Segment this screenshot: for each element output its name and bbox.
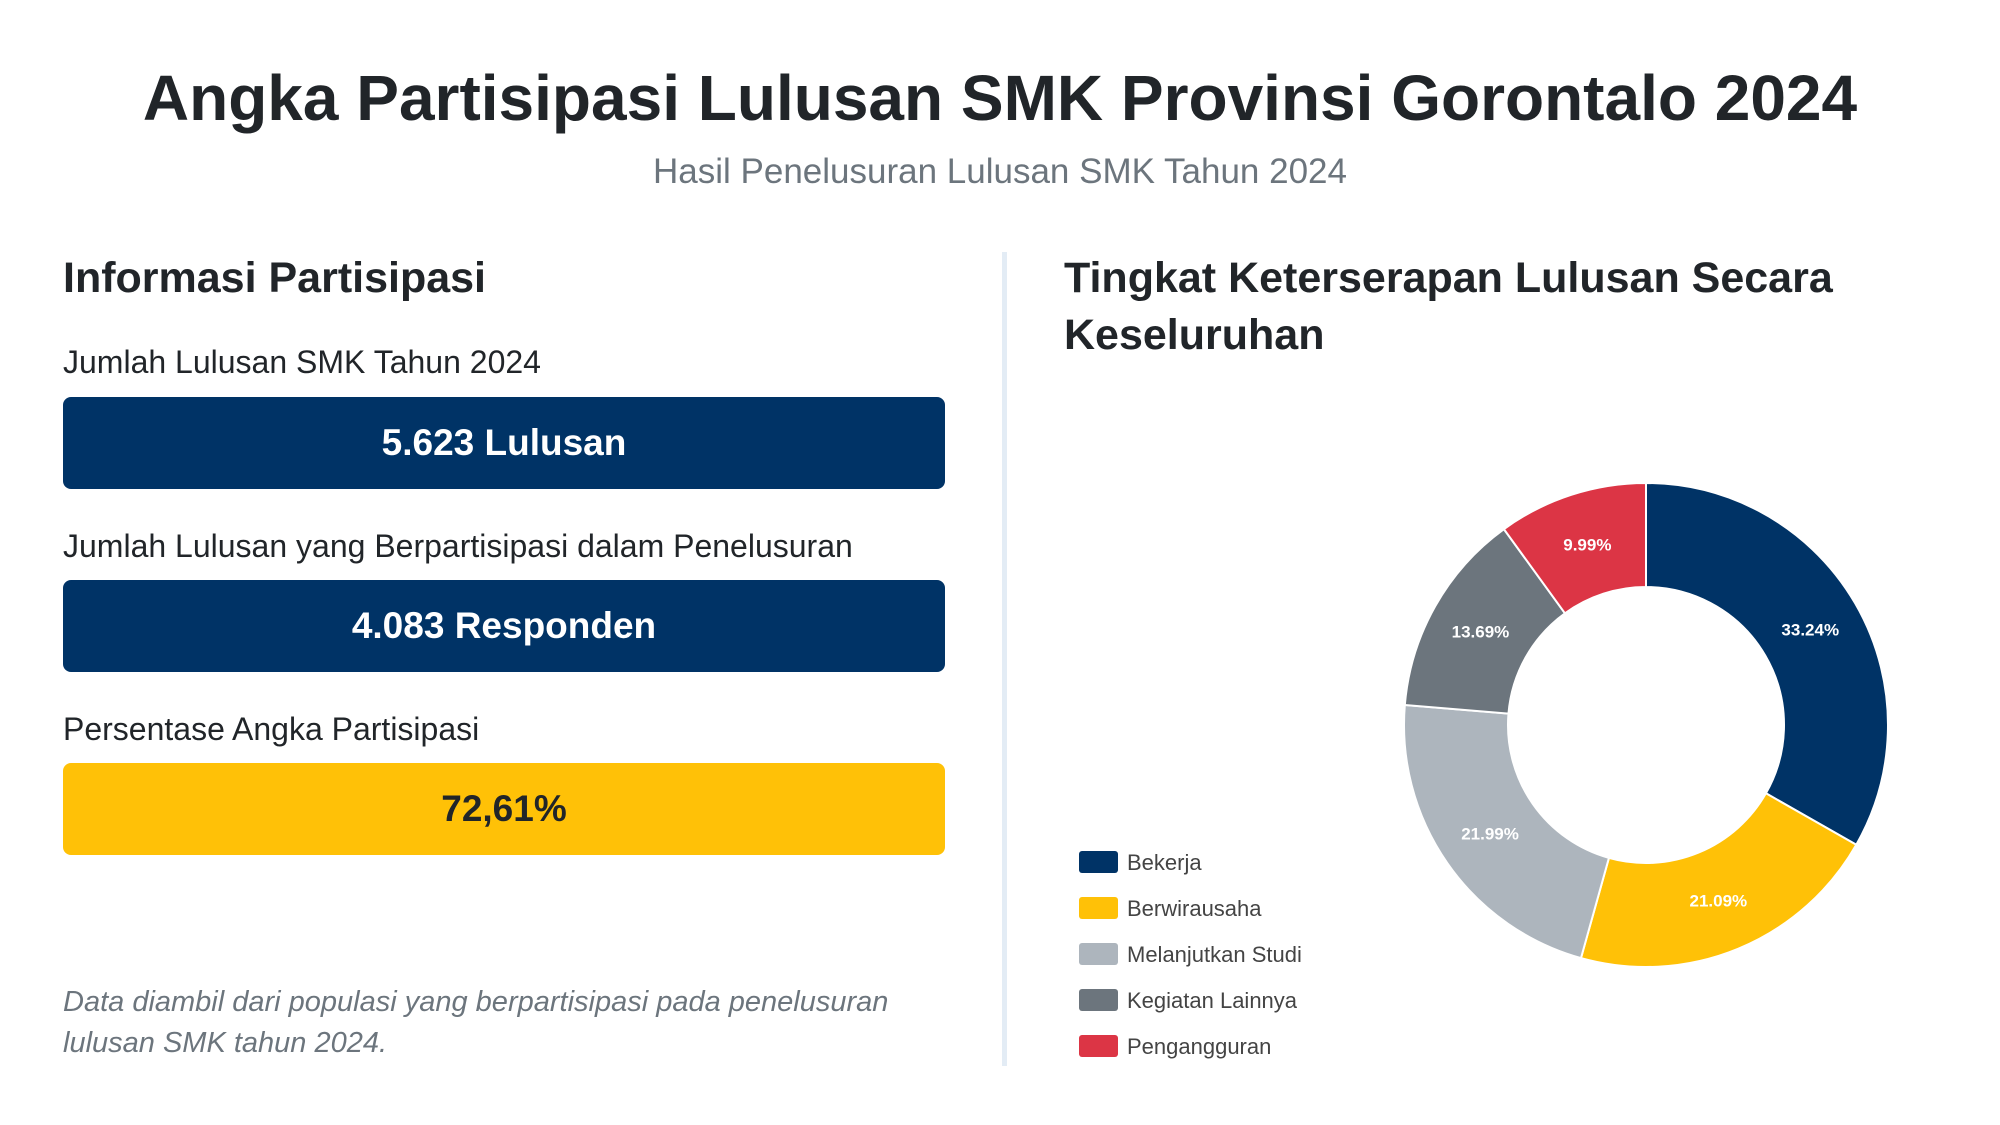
total-graduates-box <box>63 397 945 489</box>
legend-label: Bekerja <box>1127 850 1202 875</box>
chart-title: Tingkat Keterserapan Lulusan Secara Keseluruhan <box>1064 254 1833 359</box>
participation-info-panel <box>63 250 945 1059</box>
legend-label: Melanjutkan Studi <box>1127 942 1302 967</box>
participants-box <box>63 580 945 672</box>
column-divider <box>1002 252 1007 1066</box>
legend-item-melanjutkan-studi[interactable] <box>1079 942 1302 967</box>
participation-rate-box <box>63 763 945 855</box>
total-graduates-label: Jumlah Lulusan SMK Tahun 2024 <box>63 344 541 380</box>
participation-rate-value: 72,61% <box>441 788 567 829</box>
slice-label-melanjutkan-studi: 21.99% <box>1461 824 1519 844</box>
legend-swatch <box>1079 851 1118 873</box>
slice-label-bekerja: 33.24% <box>1781 620 1840 640</box>
absorption-donut-chart <box>1064 420 1944 1080</box>
slice-bekerja[interactable] <box>1646 483 1888 845</box>
total-graduates-value: 5.623 Lulusan <box>381 422 627 463</box>
info-section-title: Informasi Partisipasi <box>63 254 486 302</box>
legend-label: Kegiatan Lainnya <box>1127 988 1298 1013</box>
slice-label-berwirausaha: 21.09% <box>1689 891 1748 911</box>
legend-label: Pengangguran <box>1127 1034 1272 1059</box>
participants-label: Jumlah Lulusan yang Berpartisipasi dalam Penelusuran <box>63 528 853 564</box>
legend-swatch <box>1079 1035 1118 1057</box>
slice-label-pengangguran: 9.99% <box>1563 535 1612 555</box>
slice-label-kegiatan-lainnya: 13.69% <box>1451 622 1510 642</box>
legend-item-bekerja[interactable] <box>1079 850 1202 875</box>
participation-rate-label: Persentase Angka Partisipasi <box>63 711 480 747</box>
legend-swatch <box>1079 897 1118 919</box>
participants-value: 4.083 Responden <box>351 605 657 646</box>
legend-swatch <box>1079 943 1118 965</box>
legend-item-pengangguran[interactable] <box>1079 1034 1271 1059</box>
page-subtitle: Hasil Penelusuran Lulusan SMK Tahun 2024 <box>653 152 1347 191</box>
legend-label: Berwirausaha <box>1127 896 1262 921</box>
legend-item-kegiatan-lainnya[interactable] <box>1079 988 1298 1013</box>
page-title: Angka Partisipasi Lulusan SMK Provinsi Gorontalo 2024 <box>142 62 1858 134</box>
legend-swatch <box>1079 989 1118 1011</box>
data-source-note: Data diambil dari populasi yang berpartisipasi pada penelusuran lulusan SMK tahun 2024. <box>63 986 889 1059</box>
legend-item-berwirausaha[interactable] <box>1079 896 1262 921</box>
